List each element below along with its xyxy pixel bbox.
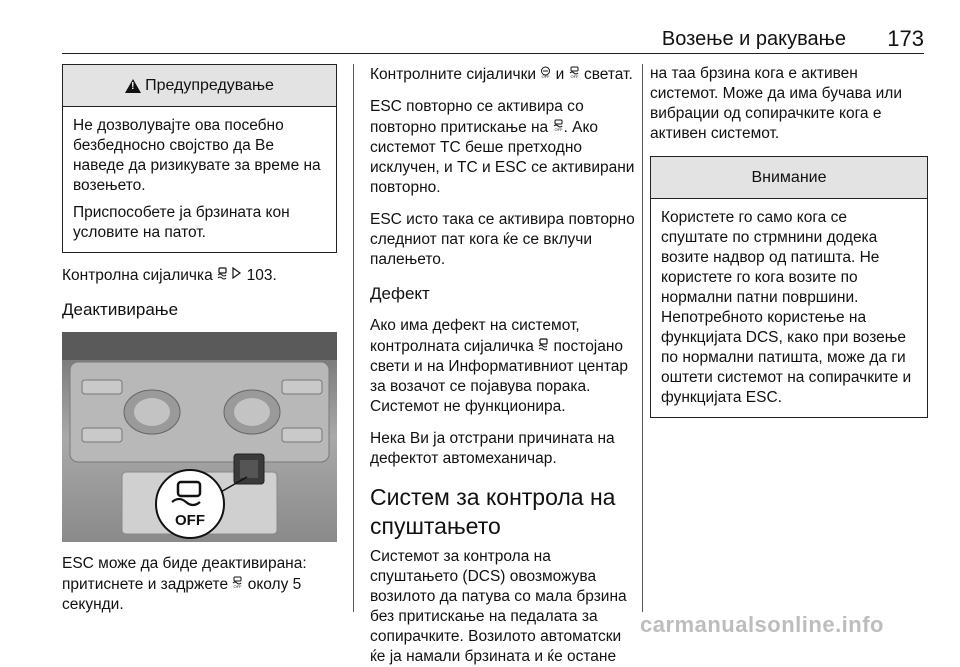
dcs-section-heading: Систем за контрола на спуштањето — [370, 484, 616, 539]
notice-text: Користете го само кога се спуштате по стрмнини додека возите надвор од патишта. Не користете го кога возите по нормални патни површини. Непотребното користење на функцијата DCS, како при возење по нормални патишта, може да ги оштети системот на сопирачките и функцијата ESC. — [661, 209, 912, 406]
page-reference[interactable]: 103. — [246, 267, 277, 284]
column-1 — [62, 64, 337, 615]
dcs-continued-text: на таа брзина кога е активен системот. Може да има бучава или вибрации од сопирачките кога е активен системот. — [650, 65, 903, 142]
watermark: carmanualsonline.info — [640, 612, 884, 637]
esc-off-icon — [232, 574, 243, 594]
esc-deactivate-text — [62, 554, 337, 615]
esc-reactivate-text — [370, 97, 635, 198]
esc-reactivate-text-1: ESC повторно се активира со повторно притискање на — [370, 98, 584, 136]
notice-box-header — [651, 157, 927, 199]
warning-text-1: Не дозволувајте ова посебно безбедносно својство да Ве наведе да ризикувате за време на возењето. — [73, 117, 321, 194]
page-number: 173 — [887, 26, 924, 51]
esc-deactivate-text-2: околу 5 секунди. — [62, 576, 302, 613]
control-lights-text-1: Контролните сијалички — [370, 66, 537, 83]
control-lights-text-2: светат. — [583, 66, 633, 83]
svg-text:OFF: OFF — [554, 127, 562, 132]
tc-off-icon — [540, 64, 551, 84]
control-lights-text — [370, 64, 635, 85]
off-button-label: OFF — [175, 512, 205, 529]
svg-text:OFF: OFF — [541, 74, 550, 79]
warning-text-2: Приспособете ја брзината кон условите на патот. — [73, 204, 290, 241]
control-light-line — [62, 265, 337, 286]
warning-box-header — [63, 65, 336, 107]
fault-heading: Дефект — [370, 284, 430, 303]
page-reference-arrow-icon[interactable] — [232, 265, 242, 285]
control-light-text: Контролна сијаличка — [62, 267, 213, 284]
dcs-intro-text: Системот за контрола на спуштањето (DCS) овозможува возилото да патува со мала брзина без притискање на педалата за сопирачките. Возилото автоматски ќе ја намали брзината и ќе остане — [370, 548, 627, 665]
esc-deactivate-text-1: ESC може да биде деактивирана: притиснете и задржете — [62, 555, 307, 593]
column-divider-left — [353, 64, 354, 612]
notice-title: Внимание — [751, 168, 827, 186]
esc-ignition-text: ESC исто така се активира повторно следниот пат кога ќе се вклучи палењето. — [370, 211, 635, 268]
notice-box-body — [651, 199, 927, 417]
column-2 — [370, 64, 635, 667]
fault-text — [370, 316, 635, 417]
svg-text:OFF: OFF — [233, 584, 242, 589]
warning-triangle-icon — [125, 79, 141, 93]
column-3 — [650, 64, 928, 418]
chapter-title: Возење и ракување — [661, 28, 846, 50]
control-lights-text-and: и — [555, 66, 565, 83]
warning-title: Предупредување — [145, 76, 274, 94]
notice-box — [650, 156, 928, 418]
fault-repair-text: Нека Ви ја отстрани причината на дефектот автомеханичар. — [370, 430, 615, 467]
deactivate-heading: Деактивирање — [62, 300, 179, 319]
esc-off-icon — [553, 117, 564, 137]
warning-box — [62, 64, 337, 253]
warning-box-body — [63, 107, 336, 252]
esc-off-icon — [569, 64, 580, 84]
page-header — [62, 20, 924, 54]
esc-skid-icon — [538, 336, 549, 356]
svg-text:OFF: OFF — [570, 74, 579, 79]
column-divider-right — [642, 64, 643, 612]
esc-reactivate-text-2: . Ако системот TC беше претходно исклучен, и TC и ESC се активирани повторно. — [370, 119, 635, 196]
fault-text-2: постојано свети и на Информативниот центар за возачот се појавува порака. Системот не функционира. — [370, 338, 629, 415]
esc-skid-icon — [217, 265, 228, 285]
fault-text-1: Ако има дефект на системот, контролната сијаличка — [370, 317, 580, 355]
esc-button-photo — [62, 332, 337, 542]
